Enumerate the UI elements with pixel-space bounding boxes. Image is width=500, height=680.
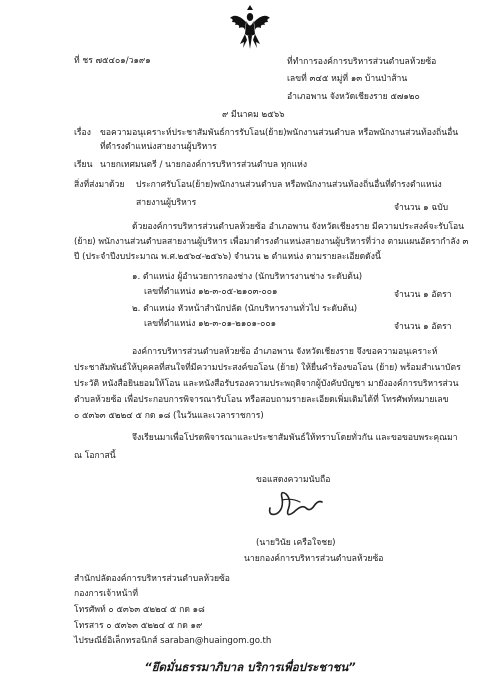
position-1-count: จำนวน ๑ อัตรา bbox=[394, 290, 452, 300]
signer-title: นายกองค์การบริหารส่วนตำบลห้วยซ้อ bbox=[244, 554, 384, 564]
body-paragraph-1-line-3: ปี (ประจำปีงบประมาณ พ.ศ.๒๕๖๔-๒๕๖๖) จำนวน ๒ ตำแหน่ง ตามรายละเอียดดังนี้ bbox=[74, 252, 381, 262]
body-paragraph-2-line-5: ๐ ๕๓๖๓ ๕๒๒๔ ๕ กด ๑๘ (ในวันและเวลาราชการ) bbox=[74, 411, 264, 421]
motto: “ยึดมั่นธรรมาภิบาล บริการเพื่อประชาชน” bbox=[144, 660, 356, 674]
body-paragraph-3-line-2: ณ โอกาสนี้ bbox=[74, 451, 116, 461]
body-paragraph-2-line-2: ประชาสัมพันธ์ให้บุคคลที่สนใจที่มีความประสงค์ขอโอน (ย้าย) ให้ยื่นคำร้องขอโอน (ย้าย) พร้อมสำเนาบัตร bbox=[74, 363, 461, 373]
body-paragraph-2-line-3: ประวัติ หนังสือยินยอมให้โอน และหนังสือรับรองความประพฤติจากผู้บังคับบัญชา มายังองค์การบริหารส่วน bbox=[74, 379, 459, 389]
enclosure-label: สิ่งที่ส่งมาด้วย bbox=[74, 180, 125, 190]
enclosure-count: จำนวน ๑ ฉบับ bbox=[394, 203, 449, 213]
sender-address-line-1: ที่ทำการองค์การบริหารส่วนตำบลห้วยซ้อ bbox=[287, 57, 437, 67]
footer-fax: โทรสาร ๐ ๕๓๖๓ ๕๒๒๔ ๕ กด ๑๙ bbox=[74, 621, 203, 631]
document-number: ที่ ชร ๗๕๔๐๑/ว๑๙๑ bbox=[74, 56, 151, 66]
subject-line-2: ที่ดำรงตำแหน่งสายงานผู้บริหาร bbox=[100, 142, 217, 152]
body-paragraph-2-line-1: องค์การบริหารส่วนตำบลห้วยซ้อ อำเภอพาน จังหวัดเชียงราย จึงขอความอนุเคราะห์ bbox=[132, 347, 438, 357]
footer-email: ไปรษณีย์อิเล็กทรอนิกส์ saraban@huaingom.go.th bbox=[74, 636, 272, 646]
body-paragraph-1-line-1: ด้วยองค์การบริหารส่วนตำบลห้วยซ้อ อำเภอพาน จังหวัดเชียงราย มีความประสงค์จะรับโอน bbox=[132, 222, 465, 232]
footer-staff: กองการเจ้าหน้าที่ bbox=[74, 589, 139, 599]
footer-office: สำนักปลัดองค์การบริหารส่วนตำบลห้วยซ้อ bbox=[74, 574, 230, 584]
closing-regards: ขอแสดงความนับถือ bbox=[256, 475, 331, 485]
body-paragraph-1-line-2: (ย้าย) พนักงานส่วนตำบลสายงานผู้บริหาร เพื่อมาดำรงตำแหน่งสายงานผู้บริหารที่ว่าง ตามแผนอัตรากำลัง ๓ bbox=[74, 237, 469, 247]
signer-name: (นายวินัย เครือใจชย) bbox=[256, 538, 336, 548]
recipient-label: เรียน bbox=[74, 160, 93, 170]
garuda-emblem-icon bbox=[228, 4, 272, 50]
body-paragraph-3-line-1: จึงเรียนมาเพื่อโปรดพิจารณาและประชาสัมพันธ์ให้ทราบโดยทั่วกัน และขอขอบพระคุณมา bbox=[132, 433, 458, 443]
position-2-title: ๒. ตำแหน่ง หัวหน้าสำนักปลัด (นักบริหารงานทั่วไป ระดับต้น) bbox=[132, 304, 358, 314]
enclosure-line-2: สายงานผู้บริหาร bbox=[136, 198, 197, 208]
subject-label: เรื่อง bbox=[74, 128, 91, 138]
subject-line-1: ขอความอนุเคราะห์ประชาสัมพันธ์การรับโอน(ย้าย)พนักงานส่วนตำบล หรือพนักงานส่วนท้องถิ่นอื่น bbox=[100, 128, 459, 138]
footer-phone: โทรศัพท์ ๐ ๕๓๖๓ ๕๒๒๔ ๕ กด ๑๘ bbox=[74, 605, 205, 615]
signature-icon bbox=[262, 478, 332, 523]
position-2-number: เลขที่ตำแหน่ง ๑๒-๓-๐๑-๒๑๐๑-๐๐๑ bbox=[144, 319, 277, 329]
position-1-number: เลขที่ตำแหน่ง ๑๒-๓-๐๕-๒๑๐๓-๐๐๑ bbox=[144, 287, 278, 297]
position-1-title: ๑. ตำแหน่ง ผู้อำนวยการกองช่าง (นักบริหารงานช่าง ระดับต้น) bbox=[132, 272, 363, 282]
recipient-text: นายกเทศมนตรี / นายกองค์การบริหารส่วนตำบล ทุกแห่ง bbox=[100, 160, 308, 170]
enclosure-line-1: ประกาศรับโอน(ย้าย)พนักงานส่วนตำบล หรือพนักงานส่วนท้องถิ่นอื่นที่ดำรงตำแหน่ง bbox=[136, 180, 442, 190]
sender-address-line-2: เลขที่ ๓๔๕ หมู่ที่ ๑๓ บ้านป่าส้าน bbox=[287, 74, 408, 84]
body-paragraph-2-line-4: ตำบลห้วยซ้อ เพื่อประกอบการพิจารณารับโอน หรือสอบถามรายละเอียดเพิ่มเติมได้ที่ โทรศัพท์หมายเลข bbox=[74, 395, 449, 405]
position-2-count: จำนวน ๑ อัตรา bbox=[394, 322, 452, 332]
sender-address-line-3: อำเภอพาน จังหวัดเชียงราย ๕๗๑๒๐ bbox=[287, 92, 420, 102]
document-date: ๙ มีนาคม ๒๕๖๖ bbox=[222, 110, 285, 120]
